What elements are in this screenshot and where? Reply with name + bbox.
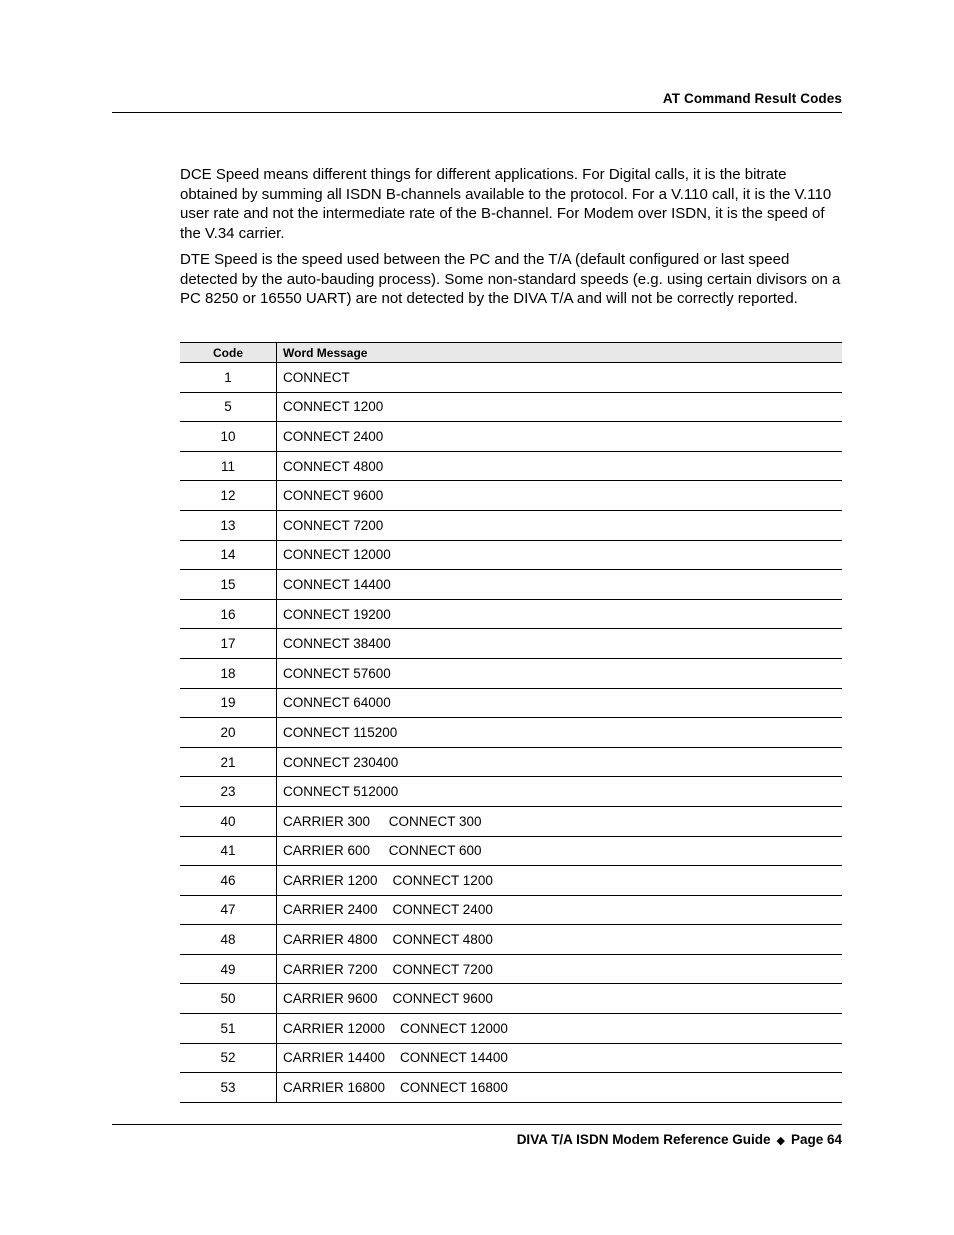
word-message-cell: CONNECT 9600 [277, 481, 843, 511]
result-code-cell: 16 [180, 599, 277, 629]
body-text [180, 165, 842, 316]
table-row [180, 629, 842, 659]
table-row [180, 954, 842, 984]
word-message-cell: CONNECT 230400 [277, 747, 843, 777]
table-row [180, 1043, 842, 1073]
result-code-cell: 14 [180, 540, 277, 570]
result-code-cell: 41 [180, 836, 277, 866]
word-message-cell: CARRIER 1200 CONNECT 1200 [277, 866, 843, 896]
word-message-cell: CONNECT 19200 [277, 599, 843, 629]
word-message-cell: CONNECT 7200 [277, 510, 843, 540]
word-message-cell: CARRIER 14400 CONNECT 14400 [277, 1043, 843, 1073]
word-message-cell: CARRIER 300 CONNECT 300 [277, 806, 843, 836]
result-code-cell: 50 [180, 984, 277, 1014]
word-message-cell: CARRIER 9600 CONNECT 9600 [277, 984, 843, 1014]
result-codes-table [180, 342, 842, 1103]
result-code-cell: 21 [180, 747, 277, 777]
word-message-cell: CONNECT 2400 [277, 422, 843, 452]
table-row [180, 866, 842, 896]
result-code-cell: 19 [180, 688, 277, 718]
section-title: AT Command Result Codes [662, 91, 842, 106]
table-row [180, 1014, 842, 1044]
table-row [180, 806, 842, 836]
header-divider [112, 112, 842, 113]
table-row [180, 836, 842, 866]
column-header-word-message: Word Message [277, 343, 843, 363]
word-message-cell: CARRIER 16800 CONNECT 16800 [277, 1073, 843, 1103]
table-row [180, 1073, 842, 1103]
table-row [180, 451, 842, 481]
guide-title: DIVA T/A ISDN Modem Reference Guide [516, 1132, 771, 1147]
word-message-cell: CONNECT [277, 363, 843, 393]
result-code-cell: 53 [180, 1073, 277, 1103]
diamond-icon: ◆ [776, 1135, 785, 1147]
word-message-cell: CONNECT 1200 [277, 392, 843, 422]
result-code-cell: 17 [180, 629, 277, 659]
result-code-cell: 51 [180, 1014, 277, 1044]
table-row [180, 747, 842, 777]
word-message-cell: CARRIER 600 CONNECT 600 [277, 836, 843, 866]
result-code-cell: 46 [180, 866, 277, 896]
page-number: Page 64 [790, 1132, 842, 1147]
table-row [180, 392, 842, 422]
table-row [180, 777, 842, 807]
table-row [180, 481, 842, 511]
table-row [180, 599, 842, 629]
result-code-cell: 40 [180, 806, 277, 836]
table-row [180, 363, 842, 393]
word-message-cell: CARRIER 4800 CONNECT 4800 [277, 925, 843, 955]
page-footer [517, 1132, 842, 1147]
result-code-cell: 12 [180, 481, 277, 511]
word-message-cell: CONNECT 4800 [277, 451, 843, 481]
table-row [180, 925, 842, 955]
word-message-cell: CONNECT 64000 [277, 688, 843, 718]
result-code-cell: 52 [180, 1043, 277, 1073]
table-row [180, 510, 842, 540]
table-row [180, 570, 842, 600]
table-body [180, 363, 842, 1103]
result-code-cell: 23 [180, 777, 277, 807]
result-code-cell: 13 [180, 510, 277, 540]
table-row [180, 984, 842, 1014]
word-message-cell: CONNECT 12000 [277, 540, 843, 570]
table-row [180, 688, 842, 718]
result-code-cell: 48 [180, 925, 277, 955]
table-row [180, 422, 842, 452]
word-message-cell: CONNECT 115200 [277, 718, 843, 748]
word-message-cell: CONNECT 38400 [277, 629, 843, 659]
result-code-cell: 18 [180, 658, 277, 688]
result-code-cell: 20 [180, 718, 277, 748]
result-code-cell: 5 [180, 392, 277, 422]
word-message-cell: CONNECT 14400 [277, 570, 843, 600]
table-row [180, 658, 842, 688]
result-code-cell: 47 [180, 895, 277, 925]
result-code-cell: 49 [180, 954, 277, 984]
result-code-cell: 15 [180, 570, 277, 600]
result-code-cell: 1 [180, 363, 277, 393]
word-message-cell: CONNECT 512000 [277, 777, 843, 807]
table-header-row [180, 343, 842, 363]
word-message-cell: CARRIER 7200 CONNECT 7200 [277, 954, 843, 984]
word-message-cell: CONNECT 57600 [277, 658, 843, 688]
table-row [180, 718, 842, 748]
column-header-code: Code [180, 343, 277, 363]
table-row [180, 895, 842, 925]
result-code-cell: 11 [180, 451, 277, 481]
paragraph-dce-speed: DCE Speed means different things for different applications. For Digital calls, it is the bitrate obtained by summing all ISDN B-channels available to the protocol. For a V.110 call, it is the V.110 user rate and not the intermediate rate of the B-channel. For Modem over ISDN, it is the speed of the V.34 carrier. [180, 166, 832, 242]
table-row [180, 540, 842, 570]
word-message-cell: CARRIER 2400 CONNECT 2400 [277, 895, 843, 925]
footer-divider [112, 1124, 842, 1125]
result-code-cell: 10 [180, 422, 277, 452]
paragraph-dte-speed: DTE Speed is the speed used between the PC and the T/A (default configured or last speed detected by the auto-bauding process). Some non-standard speeds (e.g. using certain divisors on a PC 8250 or 16550 UART) are not detected by the DIVA T/A and will not be correctly reported. [180, 251, 841, 307]
word-message-cell: CARRIER 12000 CONNECT 12000 [277, 1014, 843, 1044]
